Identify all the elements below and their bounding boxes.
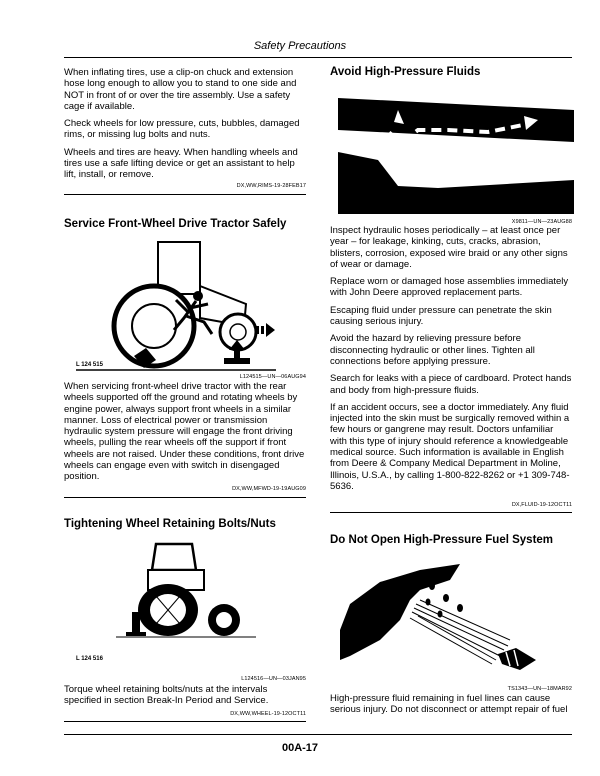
figure-reference: X9811—UN—23AUG88	[511, 219, 572, 225]
figure-reference: L124515—UN—06AUG94	[239, 374, 306, 380]
paragraph: Wheels and tires are heavy. When handling wheels and tires use a safe lifting device or get an assistant to help lift, install, or remove.	[64, 146, 298, 181]
paragraph: If an accident occurs, see a doctor immediately. Any fluid injected into the skin must be surgically removed within a few hours or gangrene may result. Doctors unfamiliar with this type of injury should reference a knowledgeable medical source. Such information is available in English from Deere & Company Medical Department in Moline, Illinois, U.S.A., by calling 1-800-822-8262 or +1 309-748-5636.	[330, 401, 570, 492]
figure-label: L 124 515	[76, 362, 103, 368]
left-block-bolts-text	[64, 684, 306, 713]
section-rule	[330, 512, 572, 513]
section-title: Service Front-Wheel Drive Tractor Safely	[64, 218, 287, 230]
figure-reference: L124516—UN—03JAN95	[241, 676, 306, 682]
section-rule	[64, 497, 306, 498]
section-rule	[64, 194, 306, 195]
section-title: Avoid High-Pressure Fluids	[330, 66, 481, 78]
paragraph: Escaping fluid under pressure can penetrate the skin causing serious injury.	[330, 304, 552, 328]
reference-code: DX,WW,RIMS-19-28FEB17	[236, 183, 306, 189]
reference-code: DX,FLUID-19-12OCT11	[511, 502, 572, 508]
right-block-fuel-text	[330, 693, 572, 722]
fuel-spray-illustration	[340, 560, 540, 672]
reference-code: DX,WW,MFWD-19-19AUG09	[232, 486, 306, 492]
running-header: Safety Precautions	[253, 40, 347, 52]
paragraph: When servicing front-wheel drive tractor with the rear wheels supported off the ground and rotating wheels by engine power, always support front wheels in a similar manner. Loss of electrical power or transmission hydraulic system pressure will engage the front driving wheels, pulling the rear wheels off the support if front wheels are not raised. Under these conditions, front drive wheels can engage even with switch in disengaged position.	[64, 381, 305, 483]
left-block-tire-inflation	[64, 67, 306, 187]
tractor-support-illustration	[76, 234, 276, 372]
left-block-fwd-text	[64, 381, 306, 489]
paragraph: Check wheels for low pressure, cuts, bubbles, damaged rims, or missing lug bolts and nuts.	[64, 118, 300, 141]
figure-label: L 124 516	[76, 656, 103, 662]
section-rule	[64, 721, 306, 722]
paragraph: Search for leaks with a piece of cardboard. Protect hands and body from high-pressure fluids.	[330, 373, 572, 396]
paragraph: Avoid the hazard by relieving pressure before disconnecting hydraulic or other lines. Tighten all connections before applying pressure.	[330, 333, 535, 367]
paragraph: Torque wheel retaining bolts/nuts at the intervals specified in section Break-In Period and Service.	[64, 684, 269, 707]
figure-reference: TS1343—UN—18MAR92	[507, 686, 572, 692]
paragraph: Replace worn or damaged hose assemblies immediately with John Deere approved replacement parts.	[330, 276, 569, 299]
paragraph: Inspect hydraulic hoses periodically – at least once per year – for leakage, kinking, cuts, cracks, abrasion, blisters, corrosion, exposed wire braid or any other signs of wear or damage.	[330, 225, 568, 270]
footer-rule	[64, 734, 572, 735]
section-title: Tightening Wheel Retaining Bolts/Nuts	[64, 518, 276, 530]
reference-code: DX,WW,WHEEL-19-12OCT11	[230, 711, 306, 717]
wheel-bolts-illustration	[96, 540, 276, 640]
section-title: Do Not Open High-Pressure Fuel System	[330, 534, 554, 546]
header-rule	[64, 57, 572, 58]
right-block-fluids-text	[330, 225, 572, 498]
high-pressure-fluid-illustration	[338, 90, 574, 214]
paragraph: High-pressure fluid remaining in fuel lines can cause serious injury. Do not disconnect or attempt repair of fuel	[330, 693, 568, 716]
page-number: 00A-17	[281, 742, 319, 754]
paragraph: When inflating tires, use a clip-on chuck and extension hose long enough to allow you to stand to one side and NOT in front of or over the tire assembly. Use a safety cage if available.	[64, 67, 297, 112]
